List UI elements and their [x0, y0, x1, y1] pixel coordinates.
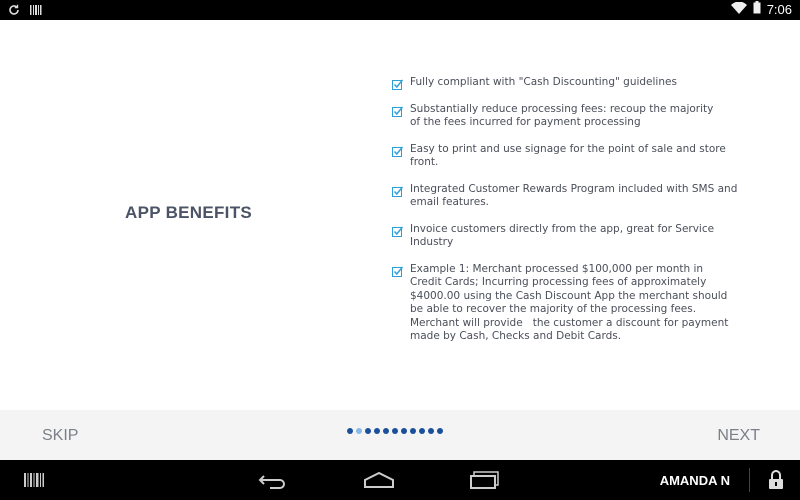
benefit-item — [392, 223, 742, 250]
onboarding-footer — [0, 410, 800, 460]
checkbox-icon — [392, 224, 403, 235]
barcode-icon — [30, 3, 42, 21]
benefit-item — [392, 183, 742, 210]
skip-button[interactable]: SKIP — [42, 427, 79, 444]
recent-apps-icon[interactable] — [470, 471, 500, 494]
page-dot — [410, 428, 416, 434]
benefit-text: Substantially reduce processing fees: recoup the majority of the fees incurred for payment processing — [410, 102, 714, 128]
benefit-text: Fully compliant with "Cash Discounting" guidelines — [410, 76, 677, 88]
checkbox-icon — [392, 264, 403, 275]
page-dot — [401, 428, 407, 434]
page-title: APP BENEFITS — [125, 203, 253, 222]
user-name: AMANDA N — [659, 473, 730, 488]
page-dot — [365, 428, 371, 434]
benefit-text: Integrated Customer Rewards Program included with SMS and email features. — [410, 182, 738, 208]
benefit-item — [392, 143, 742, 170]
back-icon[interactable] — [258, 473, 288, 494]
nav-divider — [749, 468, 750, 492]
page-dot — [392, 428, 398, 434]
sync-icon — [8, 3, 20, 21]
page-dot — [419, 428, 425, 434]
page-indicator — [347, 428, 443, 434]
page-dot — [383, 428, 389, 434]
benefits-list — [392, 76, 742, 357]
benefit-text: Invoice customers directly from the app, great for Service Industry — [410, 222, 715, 248]
page-dot — [374, 428, 380, 434]
barcode-scanner-icon[interactable] — [24, 473, 44, 492]
benefit-text: Example 1: Merchant processed $100,000 per month in Credit Cards; Incurring processing fees of approximately $4000.00 using the Cash Discount App the merchant should be able to recover the majority of the processing fees. Merchant will provide the customer a discount for payment made by Cash, Checks and Debit Cards. — [410, 262, 729, 342]
navigation-bar — [0, 460, 800, 500]
lock-icon[interactable] — [768, 470, 784, 495]
benefit-item — [392, 76, 742, 90]
benefit-item — [392, 263, 742, 344]
battery-icon — [753, 1, 761, 17]
checkbox-icon — [392, 104, 403, 115]
main-content — [0, 20, 800, 410]
checkbox-icon — [392, 77, 403, 88]
next-button[interactable]: NEXT — [717, 427, 760, 444]
clock-time: 7:06 — [766, 1, 792, 17]
page-dot — [347, 428, 353, 434]
checkbox-icon — [392, 144, 403, 155]
wifi-icon — [731, 2, 747, 17]
benefit-item — [392, 103, 742, 130]
home-icon[interactable] — [363, 472, 395, 493]
benefit-text: Easy to print and use signage for the point of sale and store front. — [410, 142, 726, 168]
checkbox-icon — [392, 184, 403, 195]
page-dot — [356, 428, 362, 434]
page-dot — [428, 428, 434, 434]
page-dot — [437, 428, 443, 434]
status-bar — [0, 0, 800, 20]
